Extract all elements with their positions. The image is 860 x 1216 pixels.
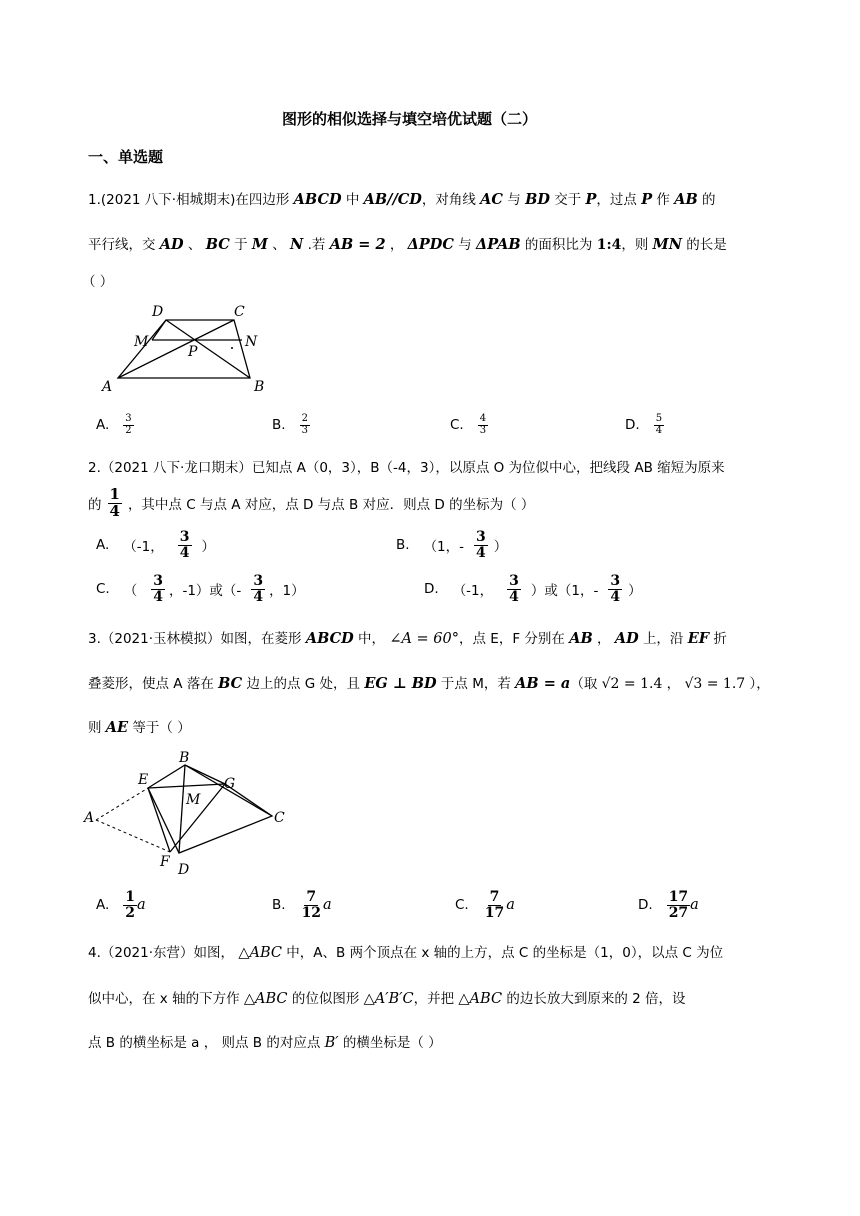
q3-option-c[interactable] (455, 890, 515, 920)
option-var: a (137, 897, 146, 914)
option-text: ，-1）或（- (168, 583, 242, 600)
q1-text: 的面积比为 (524, 237, 593, 253)
fraction: $\frac{3}{2}$ (125, 413, 132, 436)
fraction: $\frac{5}{4}$ (655, 413, 663, 436)
q3-option-a[interactable] (96, 890, 146, 920)
q1-math: BC (205, 236, 230, 253)
q3-math: √2 = 1.4 (601, 676, 663, 692)
q3-math: AE (105, 719, 129, 736)
q1-label-d: D (152, 304, 164, 320)
q1-math: P (585, 191, 597, 208)
fraction: $\frac{3}{4}$ (610, 573, 621, 605)
q1-math: AD (159, 236, 184, 253)
q1-text: 、 (187, 237, 202, 253)
q3-math: √3 = 1.7 (684, 676, 746, 692)
q3-option-b[interactable] (272, 890, 332, 920)
q1-math: MN (652, 236, 682, 253)
q1-text: 与 (458, 237, 472, 253)
q3-text: 于点 M，若 (440, 676, 511, 692)
q1-text: 的 (702, 192, 716, 208)
q3-math: EF (687, 630, 710, 647)
q3-math: AD (614, 630, 639, 647)
q3-text: （取 (570, 676, 598, 692)
q1-math: ΔPDC (407, 236, 454, 253)
q1-math: AB = 2 (329, 236, 386, 253)
option-label: A. (96, 537, 110, 554)
fraction: $\frac{7}{17}$ (484, 889, 505, 921)
q4-text: 的边长放大到原来的 2 倍，设 (506, 991, 686, 1007)
q4-text: 似中心，在 x 轴的下方作 (88, 991, 240, 1007)
q4-text: 点 B 的横坐标是 a ， 则点 B 的对应点 (88, 1035, 321, 1051)
q1-math: BD (525, 191, 550, 208)
option-label: C. (96, 581, 110, 598)
page-title: 图形的相似选择与填空培优试题（二） (282, 110, 538, 128)
q1-text: 与 (507, 192, 521, 208)
q1-label-c: C (234, 304, 245, 320)
q3-figure (82, 748, 292, 876)
fraction: $\frac{3}{4}$ (179, 529, 190, 561)
q2-line-1: 2.（2021 八下·龙口期末）已知点 A（0，3），B（-4，3），以原点 O 为位似中心，把线段 AB 缩短为原来 (88, 460, 725, 476)
q3-math: ∠A = 60° (389, 631, 460, 647)
q1-text: 于 (234, 237, 248, 253)
q3-text: 叠菱形，使点 A 落在 (88, 676, 214, 692)
q1-text: ，对角线 (421, 192, 476, 208)
q3-text: 中， (358, 631, 386, 647)
option-text: ） (493, 539, 508, 556)
option-text: （-1， (123, 539, 164, 556)
q1-label-n: N (245, 334, 258, 350)
fraction: $\frac{3}{4}$ (509, 573, 519, 605)
option-text: （-1， (452, 583, 494, 600)
q4-text: 的位似图形 (291, 991, 360, 1007)
fraction: $\frac{2}{3}$ (301, 413, 308, 436)
q4-line-1 (88, 941, 723, 961)
q1-math: AC (480, 191, 503, 208)
q3-label-a: A (84, 810, 95, 826)
option-label: A. (96, 897, 110, 914)
q2-option-a[interactable] (96, 530, 215, 560)
q1-text: 中 (345, 192, 360, 208)
q3-math: EG ⊥ BD (364, 675, 437, 692)
q2-option-b[interactable] (396, 530, 507, 560)
fraction: $\frac{1}{4}$ (109, 485, 120, 520)
q1-option-d[interactable] (625, 414, 664, 436)
q2-text: 的 (88, 497, 102, 514)
option-text: ） (628, 583, 642, 600)
q4-line-3 (88, 1031, 442, 1051)
q3-text: ，点 E，F 分别在 (459, 631, 565, 647)
fraction: $\frac{3}{4}$ (253, 573, 264, 605)
q3-label-g: G (224, 776, 236, 792)
q1-math: AB (674, 191, 698, 208)
q4-math: △ABC (238, 945, 282, 961)
option-text: ） (201, 539, 216, 556)
q1-math: N (290, 236, 304, 253)
q2-option-c[interactable] (96, 574, 305, 604)
q3-label-d: D (178, 862, 190, 876)
option-label: C. (455, 897, 469, 914)
q1-math: ΔPAB (476, 236, 521, 253)
fraction: $\frac{3}{4}$ (153, 573, 163, 605)
q3-text: 3.（2021·玉林模拟）如图，在菱形 (88, 631, 302, 647)
q1-line-2 (88, 233, 727, 253)
q4-math: △ABC (243, 991, 288, 1007)
q3-option-d[interactable] (638, 890, 699, 920)
option-text: ，1） (269, 583, 305, 600)
q4-math: △A′B′C (363, 991, 414, 1007)
q4-math: B′ (324, 1035, 339, 1051)
q3-line-1 (88, 627, 727, 647)
q3-text: ）， (749, 676, 770, 692)
q3-text: 边上的点 G 处，且 (246, 676, 361, 692)
q3-label-f: F (160, 854, 170, 870)
q3-line-2 (88, 672, 770, 692)
fraction: $\frac{1}{2}$ (125, 889, 136, 921)
q1-math: M (251, 236, 268, 253)
q1-label-p: P (188, 344, 198, 360)
option-var: a (690, 897, 699, 914)
q3-math: AB (569, 630, 593, 647)
q1-text: 平行线，交 (88, 237, 156, 253)
option-text: （1，- (423, 539, 465, 556)
q1-label-m: M (134, 334, 149, 350)
q1-math: P (641, 191, 653, 208)
option-label: B. (396, 537, 410, 554)
q3-math: AB = a (515, 675, 571, 692)
q4-math: △ABC (458, 991, 503, 1007)
q1-text: ，过点 (596, 192, 637, 208)
q1-label-a: A (102, 379, 113, 395)
fraction: $\frac{17}{27}$ (668, 889, 689, 921)
q1-source: (2021 八下·相城期末) (100, 192, 236, 208)
q1-text: ，则 (621, 237, 649, 253)
option-label: D. (638, 897, 653, 914)
q1-math: 1:4 (596, 237, 622, 253)
q1-option-b[interactable] (272, 414, 310, 436)
q1-option-c[interactable] (450, 414, 488, 436)
option-label: B. (272, 897, 286, 914)
q1-text: ， (389, 237, 404, 253)
q3-label-e: E (138, 772, 149, 788)
section-heading: 一、单选题 (88, 148, 164, 166)
q4-text: 的横坐标是（ ） (342, 1035, 442, 1051)
q2-text: ，其中点 C 与点 A 对应，点 D 与点 B 对应．则点 D 的坐标为（ ） (127, 497, 535, 514)
q1-text: 在四边形 (235, 192, 290, 208)
q4-line-2 (88, 987, 686, 1007)
q3-label-b: B (179, 750, 190, 766)
q1-line-1 (88, 188, 716, 208)
q3-math: ABCD (305, 630, 354, 647)
q4-text: ，并把 (413, 991, 455, 1007)
q4-text: 4.（2021·东营）如图， (88, 945, 235, 961)
option-label: D. (424, 581, 439, 598)
q1-label-b: B (254, 379, 265, 395)
option-label: A. (96, 417, 110, 433)
option-var: a (506, 897, 515, 914)
option-var: a (323, 897, 332, 914)
q4-text: 中，A、B 两个顶点在 x 轴的上方，点 C 的坐标是（1，0），以点 C 为位 (286, 945, 724, 961)
q3-text: 则 (88, 720, 102, 736)
q1-text: .若 (307, 237, 326, 253)
q1-text: 、 (272, 237, 286, 253)
q3-line-3 (88, 716, 191, 736)
q1-math: ABCD (293, 191, 342, 208)
q3-text: ， (666, 676, 681, 692)
option-label: D. (625, 417, 640, 433)
option-text: （ (123, 583, 138, 600)
q3-math: BC (218, 675, 243, 692)
fraction: $\frac{3}{4}$ (476, 529, 486, 561)
fraction: $\frac{4}{3}$ (479, 413, 487, 436)
q1-paren: （ ） (82, 274, 114, 290)
q1-text: 交于 (554, 192, 582, 208)
q1-text: 的长是 (686, 237, 727, 253)
q2-line-2 (88, 487, 534, 520)
q2-option-d[interactable] (424, 574, 642, 604)
q1-option-a[interactable] (96, 414, 134, 436)
q3-text: 等于（ ） (132, 720, 191, 736)
option-label: C. (450, 417, 464, 433)
q1-math: AB//CD (363, 191, 422, 208)
q3-label-m: M (186, 792, 201, 808)
q1-number: 1. (88, 192, 101, 208)
q3-text: ， (597, 631, 611, 647)
q1-figure (100, 298, 290, 398)
q3-text: 折 (713, 631, 727, 647)
q1-text: 作 (656, 192, 670, 208)
option-label: B. (272, 417, 286, 433)
q3-label-c: C (274, 810, 285, 826)
q3-text: 上，沿 (642, 631, 684, 647)
fraction: $\frac{7}{12}$ (301, 889, 322, 921)
option-text: ）或（1，- (530, 583, 599, 600)
